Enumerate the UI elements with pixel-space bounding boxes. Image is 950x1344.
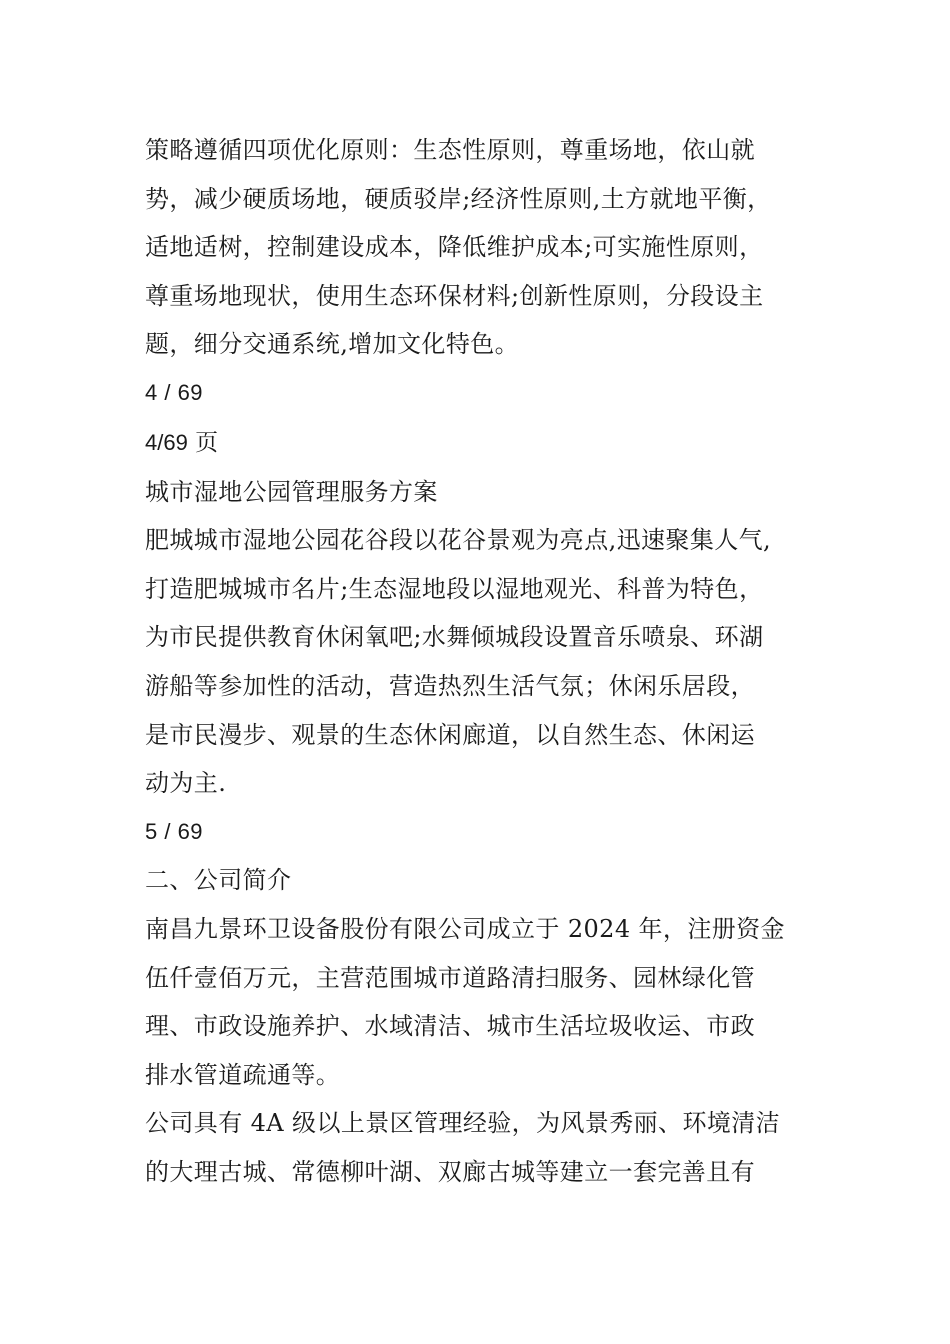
paragraph-company: 南昌九景环卫设备股份有限公司成立于 2024 年，注册资金 伍仟壹佰万元，主营范围城市道路清扫服务、园林绿化管 理、市政设施养护、水域清洁、城市生活垃圾收运、市政 排水管道疏通等。 [145, 914, 785, 1089]
document-title: 城市湿地公园管理服务方案 [145, 477, 438, 506]
page-marker: 4 / 69 [145, 379, 204, 405]
section-heading: 二、公司简介 [145, 866, 292, 895]
paragraph-experience: 公司具有 4A 级以上景区管理经验，为风景秀丽、环境清洁 的大理古城、常德柳叶湖、双廊古城等建立一套完善且有 [145, 1109, 781, 1186]
paragraph-sections: 肥城城市湿地公园花谷段以花谷景观为亮点,迅速聚集人气, 打造肥城城市名片;生态湿地段以湿地观光、科普为特色， 为市民提供教育休闲氧吧;水舞倾城段设置音乐喷泉、环湖 游船等参加性的活动，营造热烈生活气氛；休闲乐居段， 是市民漫步、观景的生态休闲廊道，以自然生态、休闲运 动为主. [145, 526, 772, 798]
page-label-suffix: 页 [187, 429, 219, 456]
document-page [145, 126, 810, 1196]
page-marker: 5 / 69 [145, 818, 204, 844]
page-label-number: 4/69 [145, 429, 188, 455]
page-label [145, 418, 810, 468]
paragraph-principles: 策略遵循四项优化原则：生态性原则，尊重场地，依山就 势，减少硬质场地，硬质驳岸;经济性原则,土方就地平衡， 适地适树，控制建设成本，降低维护成本;可实施性原则， 尊重场地现状，使用生态环保材料;创新性原则，分段设主 题，细分交通系统,增加文化特色。 [145, 136, 772, 359]
